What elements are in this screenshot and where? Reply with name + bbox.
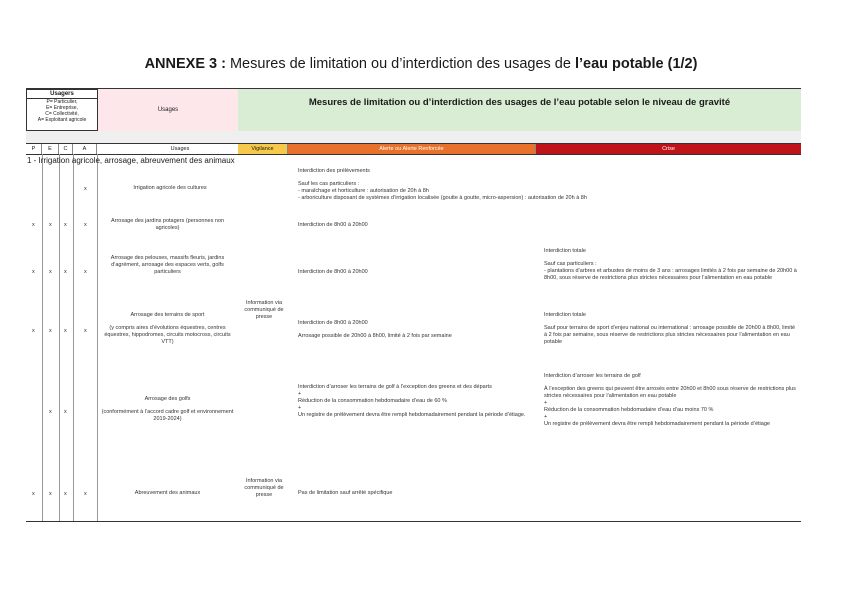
alerte-line: Arrosage possible de 20h00 à 8h00, limité à 2 fois par semaine bbox=[298, 333, 452, 339]
col-usages: Usages bbox=[97, 144, 264, 154]
crise-cell bbox=[544, 373, 799, 428]
mark-e: x bbox=[49, 491, 52, 497]
crise-line: Sauf pour terrains de sport d’enjeu national ou international : arrosage possible de 20h00 à 8h00, limité à 2 fois par semaine, sous réserve de restrictions plus strictes nécessaires pour l’alimentation en eau potable bbox=[544, 325, 796, 345]
alerte-line: + bbox=[298, 391, 302, 397]
mark-c: x bbox=[64, 409, 67, 415]
usage-detail: (conformément à l’accord cadre golf et environnement 2019-2024) bbox=[101, 409, 234, 422]
divider bbox=[26, 154, 801, 155]
alerte-line: Un registre de prélèvement devra être rempli hebdomadairement pendant la période d’étiage. bbox=[298, 412, 526, 418]
mark-a: x bbox=[84, 328, 87, 334]
usage-label: Irrigation agricole des cultures bbox=[133, 185, 207, 191]
crise-head: Interdiction totale bbox=[544, 248, 586, 254]
col-crise: Crise bbox=[536, 144, 801, 154]
alerte-head: Pas de limitation sauf arrêté spécifique bbox=[298, 490, 393, 496]
mark-e: x bbox=[49, 328, 52, 334]
usage-label: Arrosage des jardins potagers (personnes non agricoles) bbox=[110, 218, 225, 231]
alerte-line: Réduction de la consommation hebdomadaire d’eau de 60 % bbox=[298, 398, 447, 404]
alerte-line: - arboriculture disposant de systèmes d’irrigation localisée (goutte à goutte, micro-aspersion) : autorisation de 20h à 8h bbox=[298, 195, 587, 201]
usagers-legend bbox=[26, 89, 98, 131]
usage-main: Arrosage des golfs bbox=[144, 396, 191, 402]
mark-c: x bbox=[64, 328, 67, 334]
mark-e: x bbox=[49, 269, 52, 275]
col-p: P bbox=[26, 144, 42, 154]
alerte-head: Interdiction des prélèvements bbox=[298, 168, 370, 174]
col-alerte: Alerte ou Alerte Renforcée bbox=[288, 144, 536, 154]
section-title: 1 - Irrigation agricole, arrosage, abreuvement des animaux bbox=[27, 156, 235, 165]
spacer-band bbox=[26, 131, 801, 143]
mark-c: x bbox=[84, 186, 87, 192]
mark-e: x bbox=[49, 409, 52, 415]
alerte-cell bbox=[298, 168, 718, 202]
alerte-line: Sauf les cas particuliers : bbox=[298, 181, 360, 187]
mark-a: x bbox=[84, 491, 87, 497]
mark-c: x bbox=[64, 491, 67, 497]
crise-line: Sauf cas particuliers : bbox=[544, 261, 597, 267]
crise-line: Réduction de la consommation hebdomadaire d’eau d’au moins 70 % bbox=[544, 407, 714, 413]
column-header-row bbox=[26, 144, 801, 154]
col-rule bbox=[73, 154, 74, 521]
vigilance-cell: Information via communiqué de presse bbox=[244, 300, 284, 320]
legend-a: A= Exploitant agricole bbox=[37, 117, 87, 123]
usage-label bbox=[100, 312, 235, 346]
mark-c: x bbox=[64, 269, 67, 275]
crise-line: + bbox=[544, 400, 548, 406]
crise-head: Interdiction d’arroser les terrains de golf bbox=[544, 373, 641, 379]
col-vigilance: Vigilance bbox=[238, 144, 288, 154]
col-a: A bbox=[73, 144, 97, 154]
legend-p: P= Particulier, bbox=[46, 99, 78, 105]
legend-e: E= Entreprise, bbox=[46, 105, 78, 111]
col-rule bbox=[59, 154, 60, 521]
usage-label: Arrosage des pelouses, massifs fleuris, jardins d’agrément, arrosage des espaces verts, golfs particuliers bbox=[110, 255, 225, 275]
mark-p: x bbox=[32, 491, 35, 497]
alerte-head: Interdiction de 8h00 à 20h00 bbox=[298, 269, 368, 275]
col-rule bbox=[97, 154, 98, 521]
usage-label bbox=[100, 396, 235, 423]
alerte-head: Interdiction de 8h00 à 20h00 bbox=[298, 222, 368, 228]
mark-a: x bbox=[84, 269, 87, 275]
mark-p: x bbox=[32, 222, 35, 228]
crise-head: Interdiction totale bbox=[544, 312, 586, 318]
col-rule bbox=[42, 154, 43, 521]
divider bbox=[26, 521, 801, 522]
crise-cell bbox=[544, 248, 799, 282]
crise-line: Un registre de prélèvement devra être rempli hebdomadairement pendant la période d’étiage bbox=[544, 421, 770, 427]
mark-p: x bbox=[32, 269, 35, 275]
mark-e: x bbox=[49, 222, 52, 228]
usage-detail: (y compris aires d’évolutions équestres, centres équestres, hippodromes, circuits motocross, circuits VTT) bbox=[104, 325, 231, 345]
usagers-title: Usagers bbox=[27, 90, 97, 99]
alerte-cell bbox=[298, 320, 538, 340]
crise-line: + bbox=[544, 414, 548, 420]
col-c: C bbox=[59, 144, 73, 154]
crise-line: À l’exception des greens qui peuvent être arrosés entre 20h00 et 8h00 sous réserve de restrictions plus strictes nécessaires pour l’alimentation en eau potable bbox=[544, 386, 796, 399]
alerte-line: - maraîchage et horticulture : autorisation de 20h à 8h bbox=[298, 188, 429, 194]
alerte-cell bbox=[298, 384, 536, 419]
usages-header: Usages bbox=[98, 89, 238, 131]
mark-a: x bbox=[84, 222, 87, 228]
usage-main: Arrosage des terrains de sport bbox=[130, 312, 205, 318]
page-title: ANNEXE 3 : Mesures de limitation ou d’interdiction des usages de l’eau potable (1/2) bbox=[144, 56, 698, 72]
legend-c: C= Collectivité, bbox=[45, 111, 79, 117]
mark-p: x bbox=[32, 328, 35, 334]
crise-cell bbox=[544, 312, 799, 346]
mark-c: x bbox=[64, 222, 67, 228]
alerte-head: Interdiction d’arroser les terrains de golf à l’exception des greens et des départs bbox=[298, 384, 492, 390]
vigilance-cell: Information via communiqué de presse bbox=[244, 478, 284, 498]
usage-label: Abreuvement des animaux bbox=[134, 490, 201, 496]
alerte-line: + bbox=[298, 405, 302, 411]
alerte-head: Interdiction de 8h00 à 20h00 bbox=[298, 320, 368, 326]
col-e: E bbox=[42, 144, 59, 154]
crise-line: - plantations d’arbres et arbustes de moins de 3 ans : arrosages limités à 2 fois par semaine de 20h00 à 8h00, sous réserve de restrictions plus strictes nécessaires pour l’alimentation en eau potable bbox=[544, 268, 797, 281]
mesures-header: Mesures de limitation ou d’interdiction des usages de l’eau potable selon le niveau de gravité bbox=[238, 89, 801, 131]
